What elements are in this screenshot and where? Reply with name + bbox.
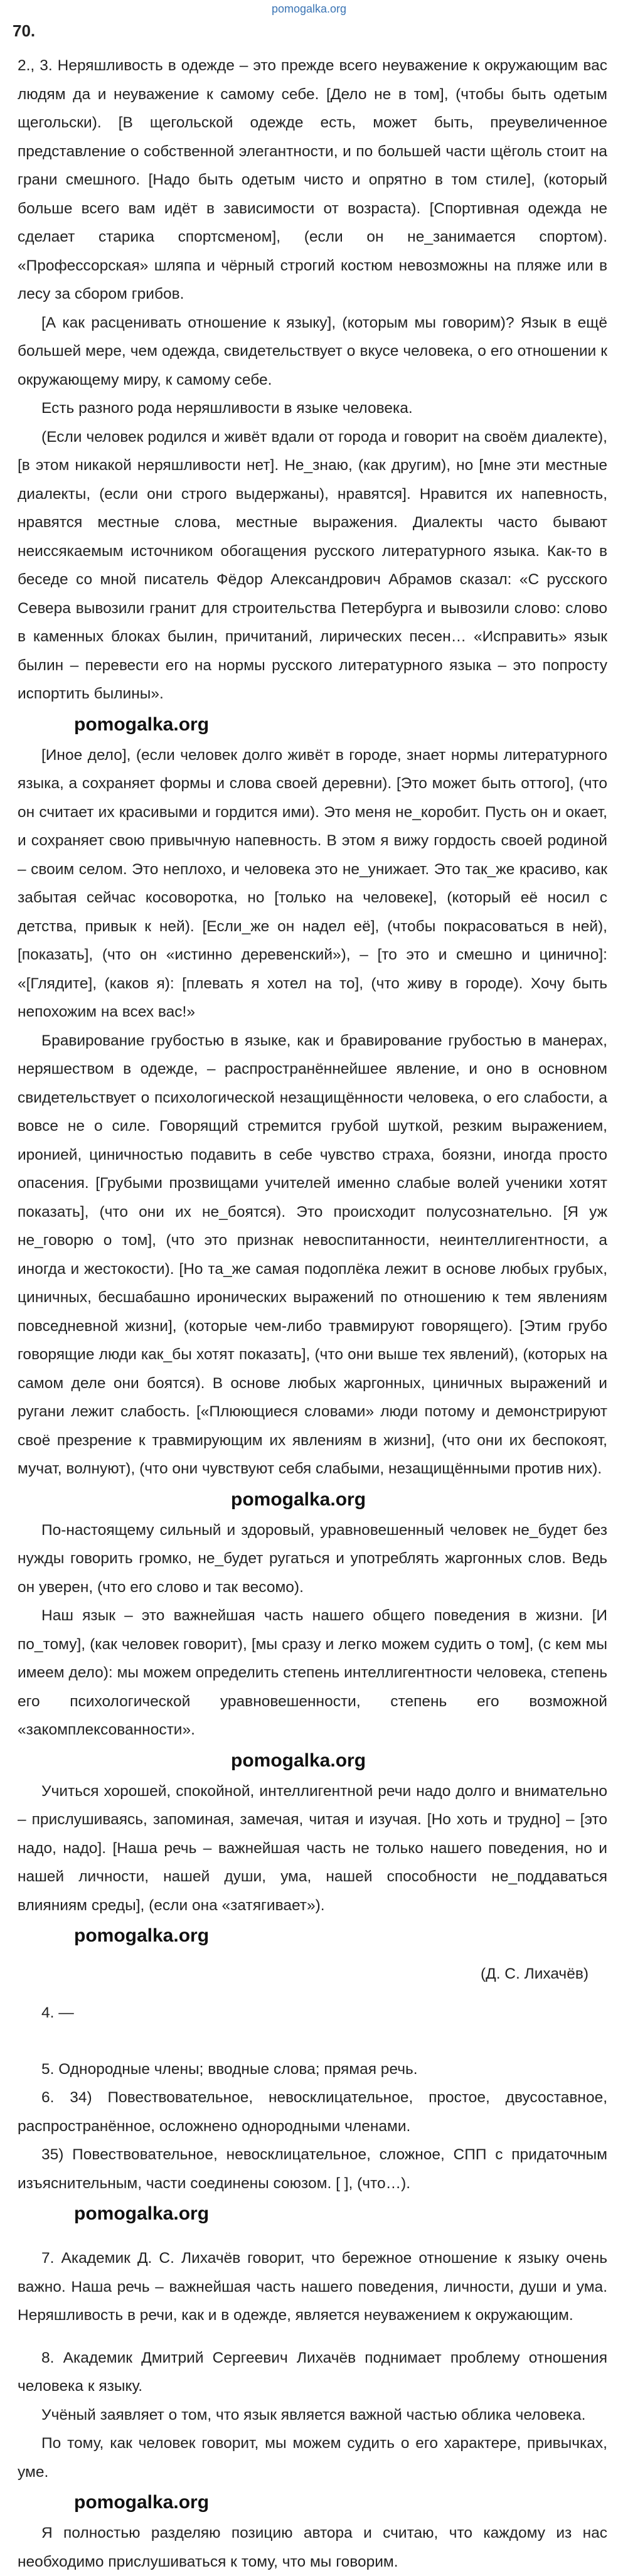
paragraph-9: Учиться хорошей, спокойной, интеллигентной речи надо долго и внимательно – прислушиваясь, запоминая, замечая, читая и изучая. [Но хоть и трудно] – [это надо, надо]. [Наша речь – важнейшая часть не только нашего поведения, но и нашей личности, нашей души, ума, нашей способности не_поддаваться влияниям среды], (если она «затягивает»). xyxy=(18,1782,607,1914)
watermark-logo: pomogalka.org xyxy=(231,1750,366,1771)
site-header[interactable]: pomogalka.org xyxy=(271,3,347,15)
watermark-logo: pomogalka.org xyxy=(74,1925,210,1946)
paragraph-4: (Если человек родился и живёт вдали от города и говорит на своём диалекте), [в этом никакой неряшливости нет]. Не_знаю, (как другим), но [мне эти местные диалекты, (если они строго выдержаны), нравятся]. Нравится их напевность, нравятся местные слова, местные выражения. Диалекты часто бывают неиссякаемым источником обогащения русского литературного языка. Как-то в беседе со мной писатель Фёдор Александрович Абрамов сказал: «С русского Севера вывозили гранит для строительства Петербурга и вывозили слово: слово в каменных блоках былин, причитаний, лирических песен… «Исправить» язык былин – перевести его на нормы русского литературного языка – это попросту испортить былины». xyxy=(18,428,607,702)
answer-6-second: 35) Повествовательное, невосклицательное, сложное, СПП с придаточным изъяснительным, части соединены союзом. [ ], (что…). xyxy=(18,2146,607,2192)
paragraph-6: Бравирование грубостью в языке, как и бравирование грубостью в манерах, неряшеством в одежде, – распространённейшее явление, и оно в основном свидетельствует о психологической незащищённости человека, о его слабости, а вовсе не о силе. Говорящий стремится грубой шуткой, резким выражением, иронией, циничностью подавить в себе чувство страха, боязни, иногда просто опасения. [Грубыми прозвищами учителей именно слабые волей ученики хотят показать], (что они их не_боятся). Это происходит полусознательно. [Я уж не_говорю о том], (что это признак невоспитанности, неинтеллигентности, а иногда и жестокости). [Но та_же самая подоплёка лежит в основе любых грубых, циничных, бесшабашно иронических выражений по отношению к тем явлениям повседневной жизни], (которые чем-либо травмируют говорящего). [Этим грубо говорящие люди как_бы хотят показать], (что они выше тех явлений), (которых на самом деле они боятся). В основе любых жаргонных, циничных выражений и ругани лежит слабость. [«Плюющиеся словами» люди потому и демонстрируют своё презрение к травмирующим их явлениям в жизни], (что они их беспокоят, мучат, волнуют), (что они чувствуют себя слабыми, незащищёнными против них). xyxy=(18,1032,607,1477)
paragraph-5: [Иное дело], (если человек долго живёт в городе, знает нормы литературного языка, а сохраняет формы и слова своей деревни). [Это может быть оттого], (что он считает их красивыми и гордится ими). Это меня не_коробит. Пусть он и окает, и сохраняет свою привычную напевность. В этом я вижу гордость своей родиной – своим селом. Это неплохо, и человека это не_унижает. Это так_же красиво, как забытая сейчас косоворотка, но [только на человеке], (который её носил с детства, привык к ней). [Если_же он надел её], (чтобы покрасоваться в ней), [показать], (что он «истинно деревенский»), – [то это и смешно и цинично]: «[Глядите], (каков я): [плевать я хотел на то], (что живу в городе). Хочу быть непохожим на всех вас!» xyxy=(18,746,607,1020)
watermark-logo: pomogalka.org xyxy=(74,713,210,735)
answer-4: 4. — xyxy=(41,2004,74,2021)
author-signature: (Д. С. Лихачёв) xyxy=(480,1965,589,1982)
answer-8-statement: Учёный заявляет о том, что язык является важной частью облика человека. xyxy=(41,2406,586,2424)
paragraph-7: По-настоящему сильный и здоровый, уравновешенный человек не_будет без нужды говорить громко, не_будет ругаться и употреблять жаргонных слов. Ведь он уверен, (что его слово и так весомо). xyxy=(18,1521,607,1596)
answer-8-opinion: Я полностью разделяю позицию автора и считаю, что каждому из нас необходимо прислушиваться к тому, что мы говорим. xyxy=(18,2525,607,2570)
document-body xyxy=(18,51,607,2576)
answer-5: 5. Однородные члены; вводные слова; прямая речь. xyxy=(41,2060,418,2078)
watermark-logo: pomogalka.org xyxy=(74,2492,210,2513)
watermark-logo: pomogalka.org xyxy=(74,2203,210,2224)
paragraph-8: Наш язык – это важнейшая часть нашего общего поведения в жизни. [И по_тому], (как человек говорит), [мы сразу и легко можем судить о том], (с кем мы имеем дело): мы можем определить степень интеллигентности человека, степень его психологической уравновешенности, степень его возможной «закомплексованности». xyxy=(18,1607,607,1738)
paragraph-3: Есть разного рода неряшливости в языке человека. xyxy=(41,400,413,417)
paragraph-1: 2., 3. Неряшливость в одежде – это прежде всего неуважение к окружающим вас людям да и неуважение к самому себе. [Дело не в том], (чтобы быть одетым щегольски). [В щегольской одежде есть, может быть, преувеличенное представление о собственной элегантности, и по большей части щёголь стоит на грани смешного. [Надо быть одетым чисто и опрятно в том стиле], (который больше всего вам идёт в зависимости от возраста). [Спортивная одежда не сделает старика спортсменом], (если он не_занимается спортом). «Профессорская» шляпа и чёрный строгий костюм невозможны на пляже или в лесу за сбором грибов. xyxy=(18,57,607,302)
watermark-logo: pomogalka.org xyxy=(231,1488,366,1510)
answer-8-intro: 8. Академик Дмитрий Сергеевич Лихачёв поднимает проблему отношения человека к языку. xyxy=(18,2349,607,2395)
paragraph-2: [А как расценивать отношение к языку], (которым мы говорим)? Язык в ещё большей мере, чем одежда, свидетельствует о вкусе человека, о его отношении к окружающему миру, к самому себе. xyxy=(18,314,607,388)
answer-7: 7. Академик Д. С. Лихачёв говорит, что бережное отношение к языку очень важно. Наша речь – важнейшая часть нашего поведения, личности, души и ума. Неряшливость в речи, как и в одежде, является неуважением к окружающим. xyxy=(18,2250,607,2324)
answer-8-argument: По тому, как человек говорит, мы можем судить о его характере, привычках, уме. xyxy=(18,2435,607,2481)
task-number: 70. xyxy=(13,21,36,40)
answer-6: 6. 34) Повествовательное, невосклицательное, простое, двусоставное, распространённое, осложнено однородными членами. xyxy=(18,2089,607,2135)
